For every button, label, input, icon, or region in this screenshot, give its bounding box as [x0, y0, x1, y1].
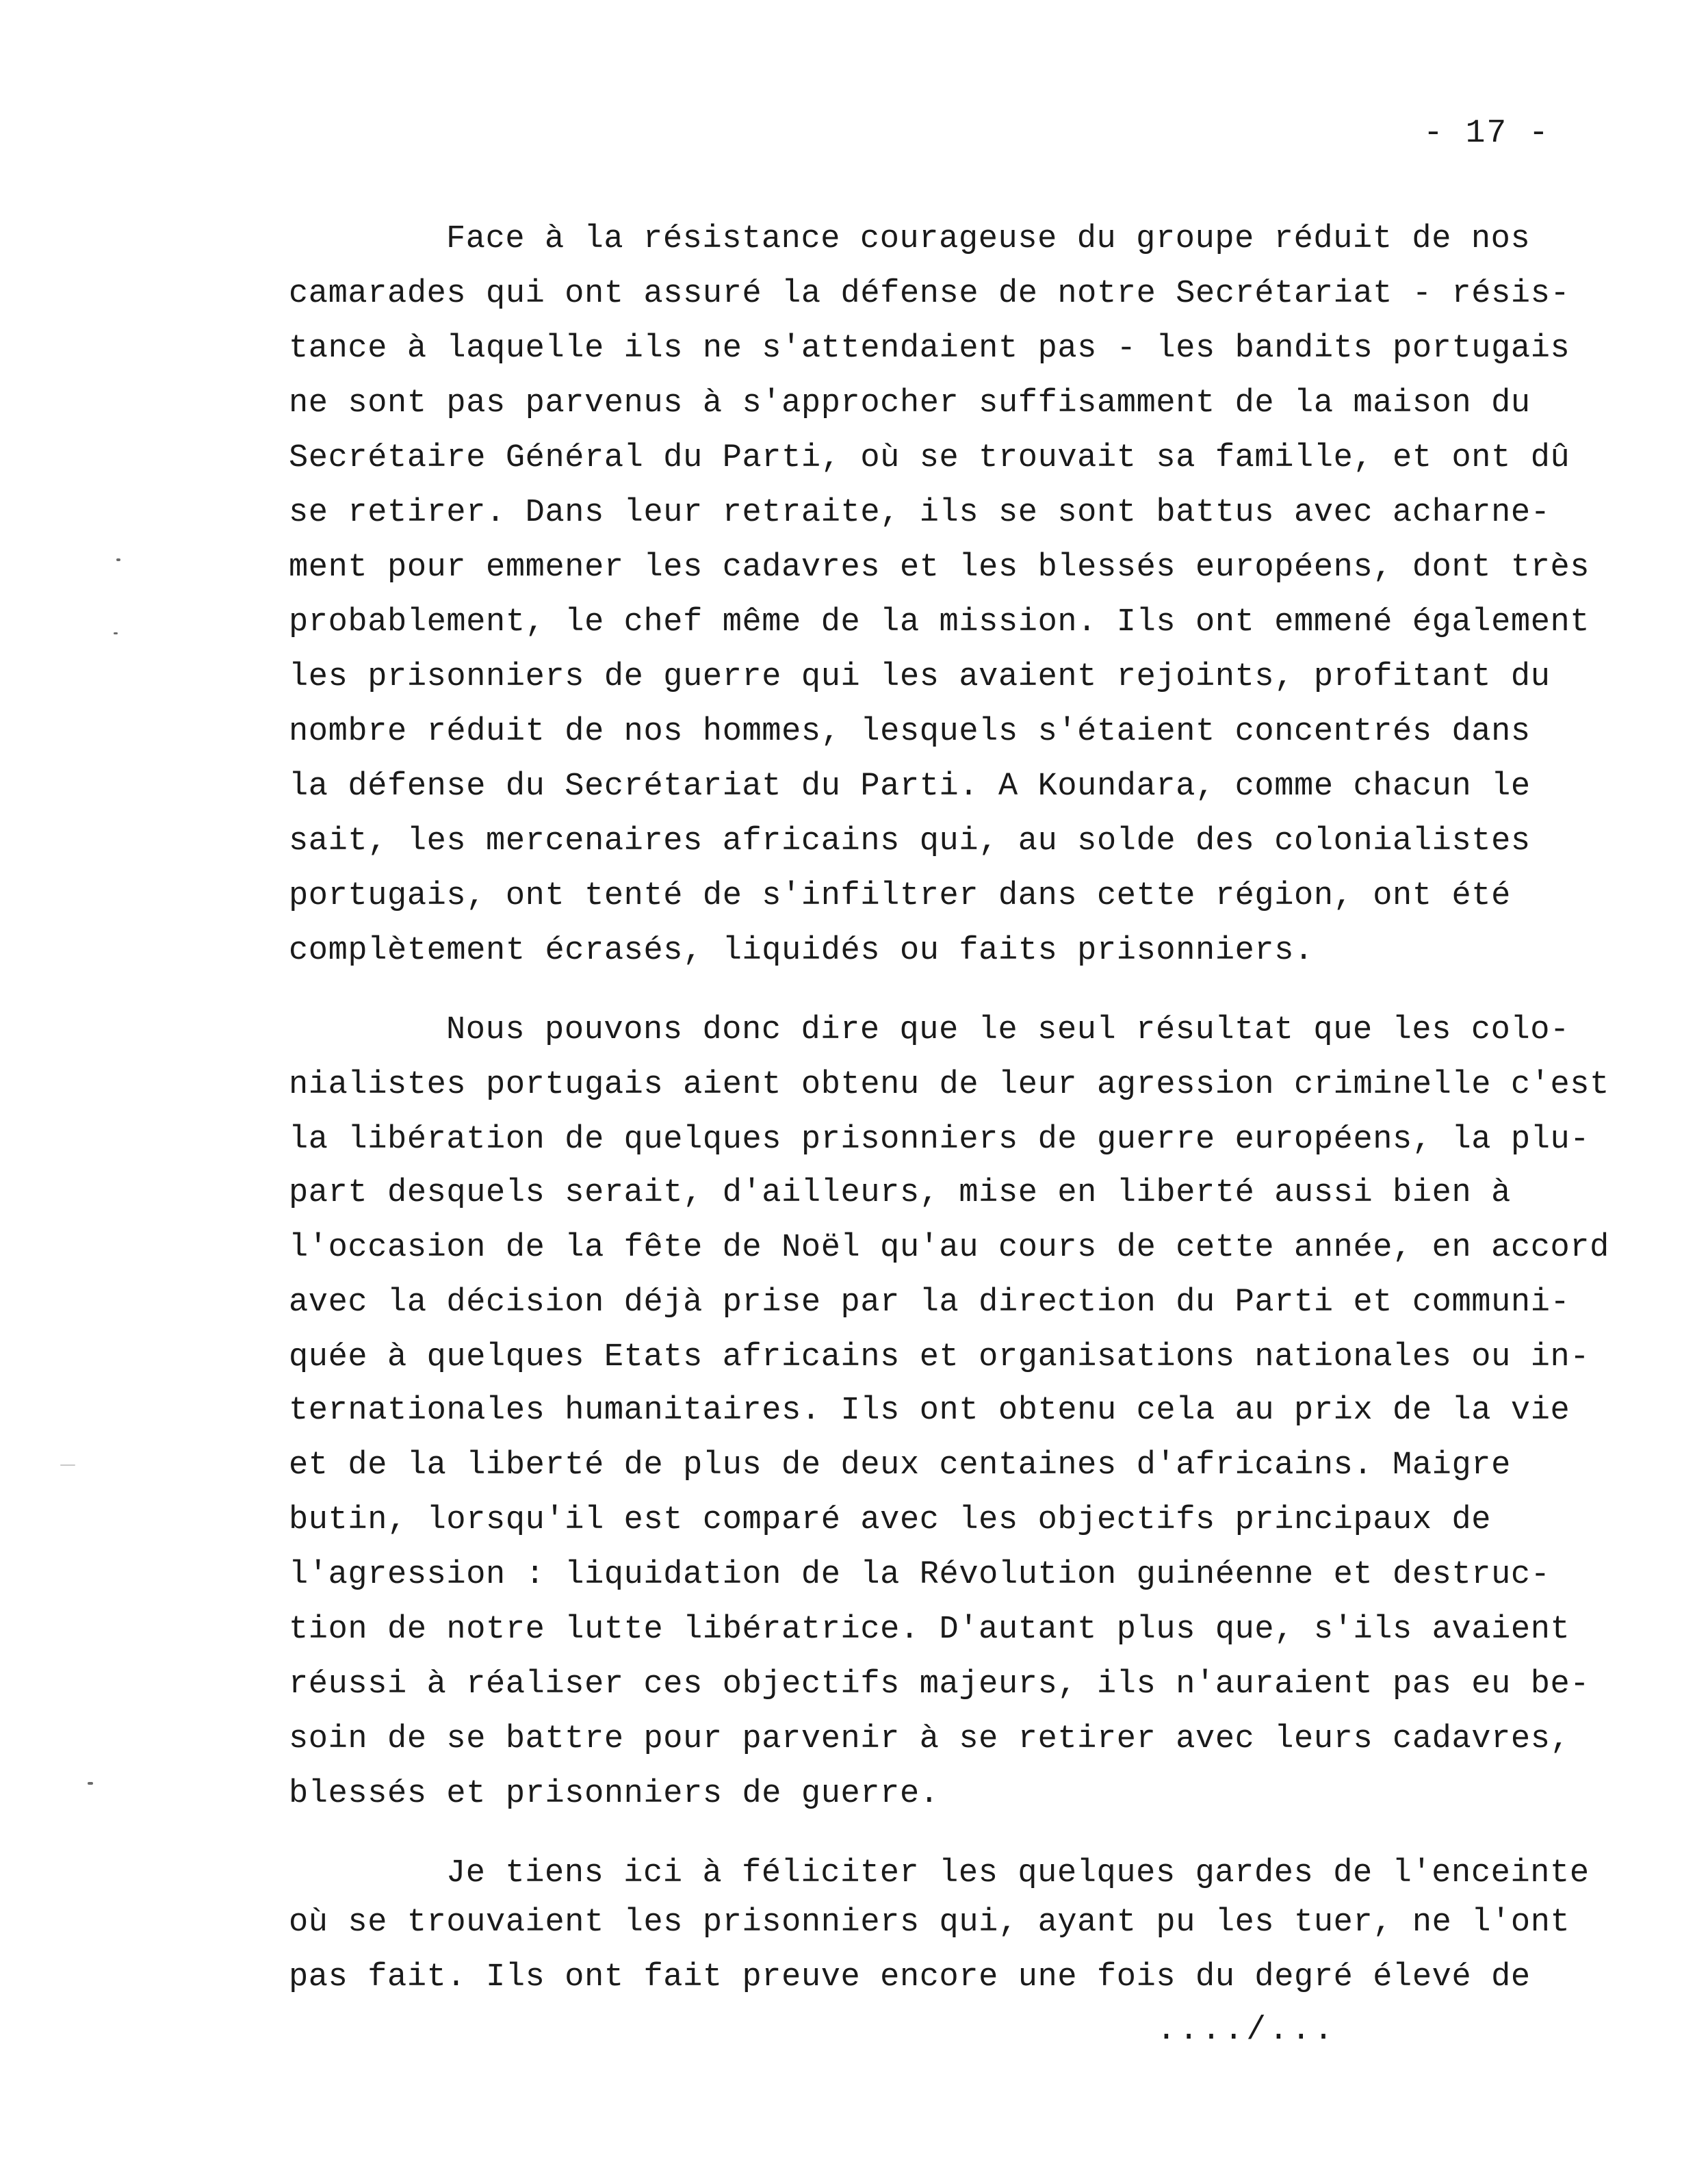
text-line: avec la décision déjà prise par la direction du Parti et communi- — [289, 1284, 1570, 1321]
text-line: nombre réduit de nos hommes, lesquels s'étaient concentrés dans — [289, 714, 1531, 750]
page-number: - 17 - — [1423, 115, 1550, 152]
text-line: la libération de quelques prisonniers de guerre européens, la plu- — [289, 1122, 1590, 1158]
text-line: ternationales humanitaires. Ils ont obtenu cela au prix de la vie — [289, 1393, 1570, 1429]
text-line: tance à laquelle ils ne s'attendaient pas - les bandits portugais — [289, 331, 1570, 367]
text-line: nialistes portugais aient obtenu de leur agression criminelle c'est — [289, 1067, 1609, 1103]
text-line: camarades qui ont assuré la défense de notre Secrétariat - résis- — [289, 276, 1570, 312]
text-line: se retirer. Dans leur retraite, ils se sont battus avec acharne- — [289, 495, 1551, 531]
text-line: Face à la résistance courageuse du groupe réduit de nos — [446, 221, 1531, 257]
text-line: l'occasion de la fête de Noël qu'au cours de cette année, en accord — [289, 1230, 1609, 1266]
text-line: Secrétaire Général du Parti, où se trouvait sa famille, et ont dû — [289, 440, 1570, 476]
text-line: complètement écrasés, liquidés ou faits prisonniers. — [289, 933, 1314, 969]
scan-speck — [116, 558, 120, 561]
scan-speck — [88, 1782, 93, 1785]
text-line: portugais, ont tenté de s'infiltrer dans cette région, ont été — [289, 878, 1511, 914]
text-line: quée à quelques Etats africains et organisations nationales ou in- — [289, 1339, 1590, 1375]
continuation-mark: ..../... — [1156, 2012, 1336, 2049]
text-line: probablement, le chef même de la mission. Ils ont emmené également — [289, 604, 1590, 641]
text-line: l'agression : liquidation de la Révolution guinéenne et destruc- — [289, 1557, 1551, 1593]
text-line: réussi à réaliser ces objectifs majeurs, ils n'auraient pas eu be- — [289, 1666, 1590, 1703]
text-line: les prisonniers de guerre qui les avaient rejoints, profitant du — [289, 659, 1551, 695]
text-line: où se trouvaient les prisonniers qui, ayant pu les tuer, ne l'ont — [289, 1904, 1570, 1941]
text-line: butin, lorsqu'il est comparé avec les objectifs principaux de — [289, 1502, 1492, 1538]
text-line: pas fait. Ils ont fait preuve encore une fois du degré élevé de — [289, 1959, 1531, 1995]
text-line: la défense du Secrétariat du Parti. A Koundara, comme chacun le — [289, 768, 1531, 805]
text-line: blessés et prisonniers de guerre. — [289, 1776, 940, 1812]
text-line: et de la liberté de plus de deux centaines d'africains. Maigre — [289, 1447, 1511, 1484]
scan-speck — [60, 1464, 75, 1466]
text-line: ment pour emmener les cadavres et les blessés européens, dont très — [289, 550, 1590, 586]
text-line: soin de se battre pour parvenir à se retirer avec leurs cadavres, — [289, 1721, 1570, 1757]
scan-speck — [114, 632, 118, 634]
text-line: Nous pouvons donc dire que le seul résultat que les colo- — [446, 1012, 1570, 1048]
text-line: part desquels serait, d'ailleurs, mise en liberté aussi bien à — [289, 1175, 1511, 1211]
text-line: tion de notre lutte libératrice. D'autant plus que, s'ils avaient — [289, 1612, 1570, 1648]
text-line: Je tiens ici à féliciter les quelques gardes de l'enceinte — [446, 1855, 1590, 1891]
text-line: ne sont pas parvenus à s'approcher suffisamment de la maison du — [289, 385, 1531, 422]
text-line: sait, les mercenaires africains qui, au solde des colonialistes — [289, 823, 1531, 860]
